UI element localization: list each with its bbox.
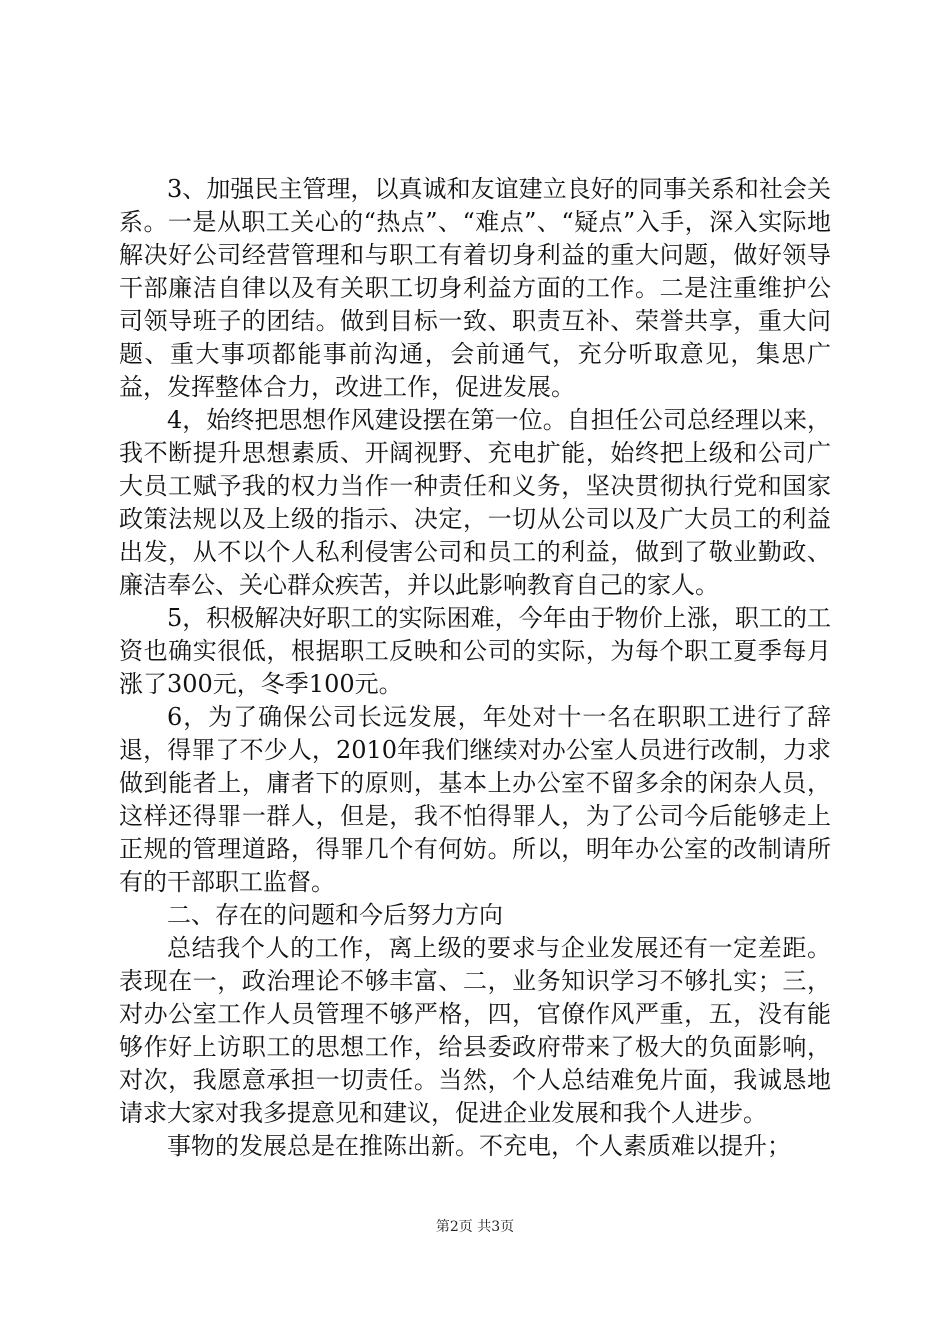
paragraph-summary: 总结我个人的工作，离上级的要求与企业发展还有一定差距。表现在一，政治理论不够丰富、二，业务知识学习不够扎实；三，对办公室工作人员管理不够严格，四，官僚作风严重，五，没有能够作好上访职工的思想工作，给县委政府带来了极大的负面影响，对次，我愿意承担一切责任。当然，个人总结难免片面，我诚恳地请求大家对我多提意见和建议，促进企业发展和我个人进步。 <box>119 934 831 1127</box>
paragraph-closing: 事物的发展总是在推陈出新。不充电，个人素质难以提升； <box>167 1132 791 1160</box>
paragraph-item-3: 3、加强民主管理，以真诚和友谊建立良好的同事关系和社会关系。一是从职工关心的“热点”、“难点”、“疑点”入手，深入实际地解决好公司经营管理和与职工有着切身利益的重大问题，做好领导干部廉洁自律以及有关职工切身利益方面的工作。二是注重维护公司领导班子的团结。做到目标一致、职责互补、荣誉共享，重大问题、重大事项都能事前沟通，会前通气，充分听取意见，集思广益，发挥整体合力，改进工作，促进发展。 <box>119 175 831 401</box>
section-heading-problems: 二、存在的问题和今后努力方向 <box>167 901 503 929</box>
paragraph-item-4: 4，始终把思想作风建设摆在第一位。自担任公司总经理以来，我不断提升思想素质、开阔视野、充电扩能，始终把上级和公司广大员工赋予我的权力当作一种责任和义务，坚决贯彻执行党和国家政策法规以及上级的指示、决定，一切从公司以及广大员工的利益出发，从不以个人私利侵害公司和员工的利益，做到了敬业勤政、廉洁奉公、关心群众疾苦，并以此影响教育自己的家人。 <box>119 406 831 599</box>
paragraph-item-5: 5，积极解决好职工的实际困难，今年由于物价上涨，职工的工资也确实很低，根据职工反映和公司的实际，为每个职工夏季每月涨了300元，冬季100元。 <box>119 604 831 698</box>
document-body <box>119 173 831 1163</box>
page-footer: 第2页 共3页 <box>435 1219 515 1235</box>
paragraph-item-6: 6，为了确保公司长远发展，年处对十一名在职职工进行了辞退，得罪了不少人，2010年我们继续对办公室人员进行改制，力求做到能者上，庸者下的原则，基本上办公室不留多余的闲杂人员，这样还得罪一群人，但是，我不怕得罪人，为了公司今后能够走上正规的管理道路，得罪几个有何妨。所以，明年办公室的改制请所有的干部职工监督。 <box>119 703 831 896</box>
